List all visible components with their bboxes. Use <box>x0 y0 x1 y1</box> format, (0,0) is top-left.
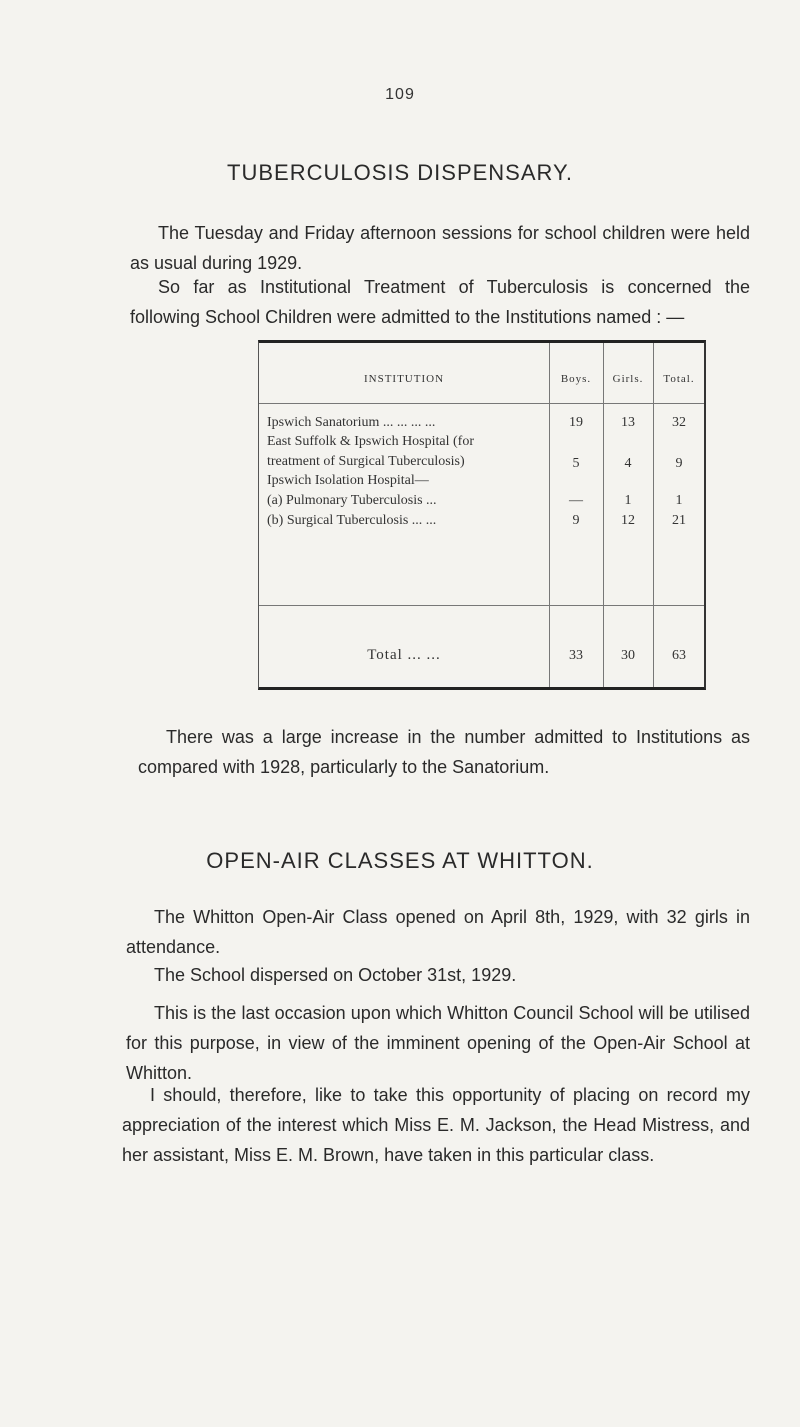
paragraph-institutional-intro: So far as Institutional Treatment of Tuberculosis is concerned the following School Children were admitted to the Institutions named : — <box>130 277 750 327</box>
row-girls: 12 <box>621 513 635 528</box>
row-girls: 13 <box>621 415 635 430</box>
row-boys: 5 <box>572 456 580 471</box>
row-label: treatment of Surgical Tuberculosis) <box>267 454 465 469</box>
paragraph-sessions: The Tuesday and Friday afternoon sessions for school children were held as usual during 1929. <box>130 223 750 273</box>
total-total: 63 <box>672 648 686 663</box>
row-total: 21 <box>672 513 686 528</box>
row-total: 1 <box>675 493 683 508</box>
row-label: Ipswich Sanatorium ... ... ... ... <box>267 415 436 430</box>
header-girls: Girls. <box>612 373 644 385</box>
row-boys: 9 <box>572 513 580 528</box>
paragraph-appreciation: I should, therefore, like to take this opportunity of placing on record my appreciation of the interest which Miss E. M. Jackson, the Head Mistress, and her assistant, Miss E. M. Brown, have taken in this particular class. <box>122 1085 750 1165</box>
paragraph-increase: There was a large increase in the number admitted to Institutions as compared with 1928, particularly to the Sanatorium. <box>138 727 750 777</box>
total-label: Total ... ... <box>367 647 441 663</box>
row-total: 9 <box>675 456 683 471</box>
paragraph-school-dispersed: The School dispersed on October 31st, 1929. <box>154 965 517 985</box>
page-number: 109 <box>385 86 415 103</box>
header-institution: INSTITUTION <box>363 373 445 385</box>
header-boys: Boys. <box>560 373 592 385</box>
row-boys: 19 <box>569 415 583 430</box>
total-boys: 33 <box>569 648 583 663</box>
section-heading-open-air: OPEN-AIR CLASSES AT WHITTON. <box>206 848 594 873</box>
admissions-table <box>258 340 706 690</box>
row-boys: — <box>569 493 583 508</box>
row-label: (b) Surgical Tuberculosis ... ... <box>267 513 437 528</box>
section-heading-tuberculosis: TUBERCULOSIS DISPENSARY. <box>227 160 573 185</box>
row-total: 32 <box>672 415 686 430</box>
row-label: East Suffolk & Ipswich Hospital (for <box>267 434 474 449</box>
row-girls: 1 <box>624 493 632 508</box>
row-label: (a) Pulmonary Tuberculosis ... <box>267 493 437 508</box>
paragraph-last-occasion: This is the last occasion upon which Whitton Council School will be utilised for this purpose, in view of the imminent opening of the Open-Air School at Whitton. <box>126 1003 750 1083</box>
header-total: Total. <box>663 373 695 385</box>
row-girls: 4 <box>624 456 632 471</box>
row-label: Ipswich Isolation Hospital— <box>267 473 429 488</box>
paragraph-class-opened: The Whitton Open-Air Class opened on April 8th, 1929, with 32 girls in attendance. <box>126 907 750 957</box>
total-girls: 30 <box>621 648 635 663</box>
